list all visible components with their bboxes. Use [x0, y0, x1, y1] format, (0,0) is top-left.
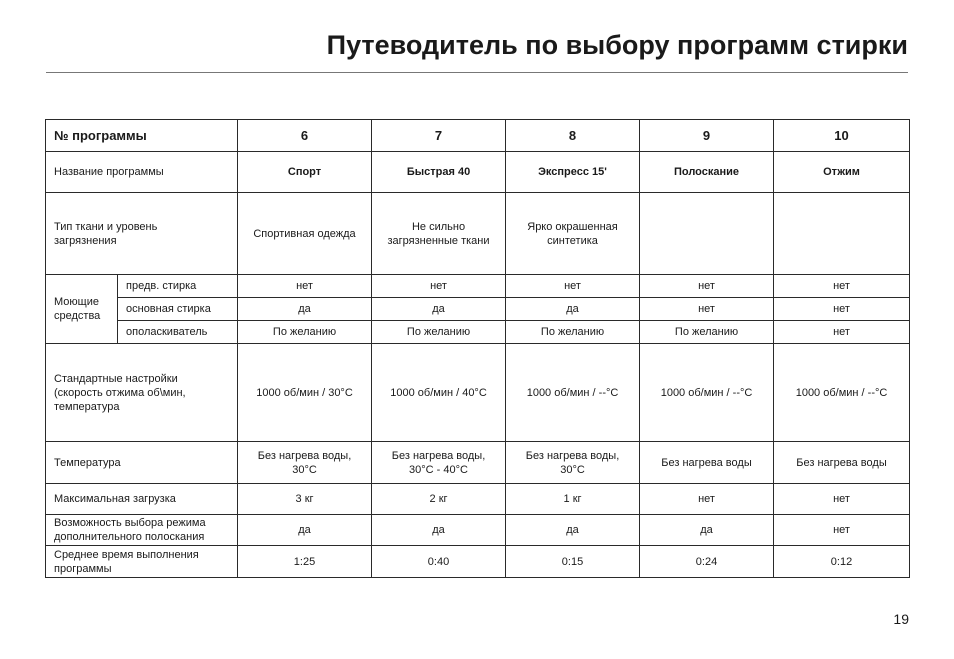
table-cell: нет — [774, 515, 910, 546]
table-cell: 1000 об/мин / 30°C — [238, 344, 372, 442]
table-cell: Без нагрева воды, 30°C — [506, 442, 640, 484]
page-number: 19 — [893, 611, 909, 627]
table-cell: нет — [640, 484, 774, 515]
title-divider — [46, 72, 908, 73]
table-cell: нет — [774, 321, 910, 344]
table-cell: да — [640, 515, 774, 546]
table-cell: По желанию — [506, 321, 640, 344]
sub-row-label: предв. стирка — [118, 275, 238, 298]
program-number: 7 — [372, 120, 506, 152]
sub-row-label: ополаскиватель — [118, 321, 238, 344]
program-number-label: № программы — [46, 120, 238, 152]
program-guide-table — [45, 119, 910, 578]
table-cell: Без нагрева воды — [640, 442, 774, 484]
table-cell: да — [506, 298, 640, 321]
table-cell: нет — [774, 298, 910, 321]
table-cell: По желанию — [372, 321, 506, 344]
table-cell: нет — [238, 275, 372, 298]
table-cell: да — [238, 515, 372, 546]
table-cell: 0:40 — [372, 546, 506, 578]
program-number: 9 — [640, 120, 774, 152]
table-cell: нет — [640, 298, 774, 321]
table-row-program-numbers — [46, 120, 910, 152]
table-cell: 1000 об/мин / --°C — [640, 344, 774, 442]
table-cell: 1000 об/мин / --°C — [506, 344, 640, 442]
table-row-temperature — [46, 442, 910, 484]
row-label: Название программы — [46, 152, 238, 193]
table-cell: да — [506, 515, 640, 546]
table-row-main-wash — [46, 298, 910, 321]
program-number: 8 — [506, 120, 640, 152]
table-cell: нет — [640, 275, 774, 298]
table-cell: 1000 об/мин / 40°C — [372, 344, 506, 442]
row-label: Стандартные настройки (скорость отжима об\мин, температура — [46, 344, 238, 442]
program-name: Экспресс 15' — [506, 152, 640, 193]
program-name: Полоскание — [640, 152, 774, 193]
row-label: Возможность выбора режима дополнительного полоскания — [46, 515, 238, 546]
program-number: 6 — [238, 120, 372, 152]
table-cell: По желанию — [238, 321, 372, 344]
table-cell: 3 кг — [238, 484, 372, 515]
sub-row-label: основная стирка — [118, 298, 238, 321]
table-cell: 1 кг — [506, 484, 640, 515]
table-cell: Не сильно загрязненные ткани — [372, 193, 506, 275]
table-cell: 0:12 — [774, 546, 910, 578]
table-row-fabric-type — [46, 193, 910, 275]
row-label: Температура — [46, 442, 238, 484]
program-name: Быстрая 40 — [372, 152, 506, 193]
row-label: Среднее время выполнения программы — [46, 546, 238, 578]
page-title: Путеводитель по выбору программ стирки — [326, 30, 908, 60]
table-cell: нет — [774, 275, 910, 298]
table-row-max-load — [46, 484, 910, 515]
table-row-duration — [46, 546, 910, 578]
program-name: Спорт — [238, 152, 372, 193]
table-cell: да — [372, 515, 506, 546]
table-cell: Без нагрева воды, 30°C - 40°C — [372, 442, 506, 484]
table-row-extra-rinse — [46, 515, 910, 546]
table-cell: Без нагрева воды, 30°C — [238, 442, 372, 484]
table-row-softener — [46, 321, 910, 344]
table-cell: 1:25 — [238, 546, 372, 578]
table-cell: Спортивная одежда — [238, 193, 372, 275]
table-cell: 0:15 — [506, 546, 640, 578]
table-cell: да — [238, 298, 372, 321]
row-label: Максимальная загрузка — [46, 484, 238, 515]
row-label-detergents: Моющие средства — [46, 275, 118, 344]
table-cell: По желанию — [640, 321, 774, 344]
table-cell — [640, 193, 774, 275]
table-cell: нет — [774, 484, 910, 515]
program-name: Отжим — [774, 152, 910, 193]
program-number: 10 — [774, 120, 910, 152]
table-cell: 2 кг — [372, 484, 506, 515]
table-cell: нет — [506, 275, 640, 298]
table-cell: нет — [372, 275, 506, 298]
table-cell: Без нагрева воды — [774, 442, 910, 484]
table-cell — [774, 193, 910, 275]
row-label: Тип ткани и уровень загрязнения — [46, 193, 238, 275]
table-row-standard-settings — [46, 344, 910, 442]
table-cell: Ярко окрашенная синтетика — [506, 193, 640, 275]
table-cell: 1000 об/мин / --°C — [774, 344, 910, 442]
table-row-program-name — [46, 152, 910, 193]
table-cell: 0:24 — [640, 546, 774, 578]
table-row-prewash — [46, 275, 910, 298]
table-cell: да — [372, 298, 506, 321]
